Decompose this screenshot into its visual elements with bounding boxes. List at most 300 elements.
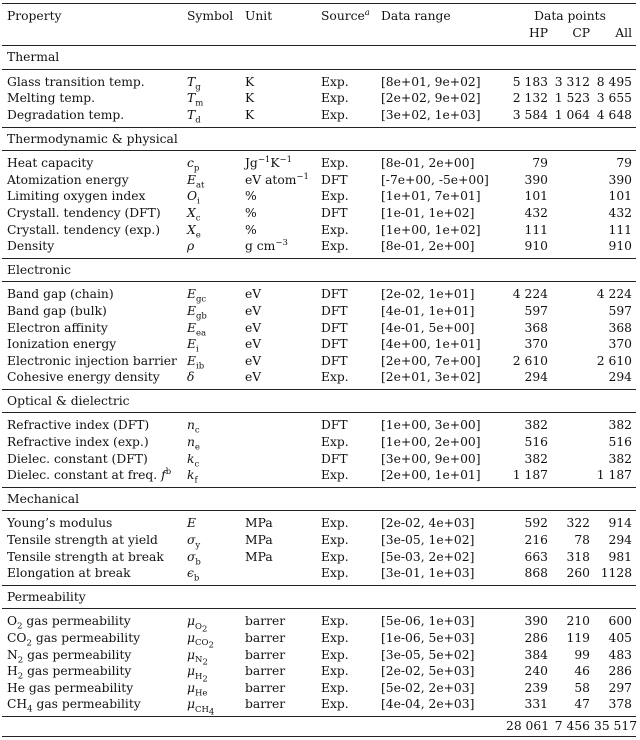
symbol-subscript-text: c [194,459,200,470]
table-row [2,336,636,353]
totals-empty-cell [379,716,504,736]
cell-unit [243,511,319,532]
cell-unit [243,565,319,585]
cell-source: Exp. [321,697,349,712]
unit-text: K [245,74,255,89]
property-name: Young’s modulus [7,516,113,531]
symbol-subscript-text: ib [195,361,205,372]
section-header-row [2,389,636,413]
cell-all: 914 [608,516,633,531]
cell-unit [243,282,319,303]
symbol-subscript [194,476,197,486]
cell-cp [550,320,592,337]
cell-source: Exp. [321,680,349,695]
property-subscript: 2 [17,655,24,666]
cell-property [2,549,185,566]
cell-symbol [185,680,243,697]
cell-cp: 58 [574,680,590,695]
cell-symbol [185,549,243,566]
table-row [2,532,636,549]
table-row [2,107,636,127]
property-suffix: gas permeability [31,631,141,645]
unit-exponent: −3 [275,238,288,249]
cell-hp: 331 [524,697,548,712]
cell-data-range: [2e+00, 1e+01] [381,468,481,483]
cell-data-range: [1e+00, 3e+00] [381,418,481,433]
cell-source: Exp. [321,468,349,483]
cell-unit [243,222,319,239]
cell-cp [550,336,592,353]
property-subscript: 2 [17,621,23,632]
cell-cp [550,151,592,172]
cell-unit [243,413,319,434]
property-name: Refractive index (exp.) [7,435,149,450]
cell-all: 370 [608,337,633,352]
symbol-subscript-text: H [195,671,203,682]
table-row [2,222,636,239]
symbol-letter: μ [187,664,195,679]
header-hp: HP [529,25,548,40]
header-source: Source$^a$ [319,4,379,25]
property-suffix: gas permeability [22,614,131,629]
table-row [2,663,636,680]
header-data-points: Data points [504,4,636,25]
unit-text: barrer [245,614,286,629]
unit-text: barrer [245,664,286,679]
cell-symbol [185,434,243,451]
symbol-letter: δ [187,370,195,385]
property-name: Refractive index (DFT) [7,418,150,433]
property-name: N [7,647,18,662]
cell-property [2,353,185,370]
table-row [2,282,636,303]
cell-all: 382 [608,418,633,433]
property-frequency: f [161,468,166,483]
header-row [2,4,636,25]
cell-source: Exp. [321,74,349,89]
cell-property [2,107,185,127]
symbol-subscript-text: N [195,655,203,666]
cell-symbol [185,696,243,716]
cell-cp [550,303,592,320]
cell-data-range: [1e+00, 1e+02] [381,222,481,237]
property-name: Tensile strength at yield [7,533,158,548]
cell-all: 3 655 [596,91,633,106]
symbol-subscript-text: i [197,196,200,207]
cell-unit [243,353,319,370]
symbol-subscript-text: b [193,573,200,584]
symbol-subscript-text: y [195,540,201,551]
cell-source: Exp. [321,614,349,629]
cell-symbol [185,630,243,652]
cell-data-range: [3e-01, 1e+03] [381,566,475,581]
cell-hp: 597 [524,303,548,318]
property-name: CO [7,631,27,645]
cell-data-range: [3e-05, 1e+02] [381,533,475,548]
unit-text: eV [245,287,262,302]
header-unit: Unit [243,4,319,25]
cell-symbol [185,511,243,532]
property-name: Dielec. constant at freq. [7,468,162,483]
symbol-letter: E [187,287,196,302]
symbol-letter: k [187,451,195,466]
cell-symbol [185,90,243,107]
cell-property [2,532,185,549]
cell-cp: 47 [574,697,590,712]
cell-data-range: [1e+00, 2e+00] [381,435,481,450]
cell-all: 390 [608,172,633,187]
unit-text: g cm [245,239,276,254]
cell-symbol [185,320,243,337]
cell-all: 286 [608,664,633,679]
cell-hp: 286 [524,631,548,645]
symbol-letter: σ [187,533,196,548]
property-name: Band gap (bulk) [7,303,107,318]
cell-hp: 368 [524,320,548,335]
table-row [2,205,636,222]
cell-data-range: [5e-02, 2e+03] [381,680,475,695]
cell-source: Exp. [321,664,349,679]
symbol-subscript-text: e [195,229,201,240]
cell-all: 483 [608,647,633,662]
property-subscript: 2 [26,638,32,649]
symbol-subscript [196,361,204,371]
cell-data-range: [2e+02, 9e+02] [381,91,481,106]
unit-text: K [245,107,255,122]
unit-text: % [245,205,257,220]
table-row [2,511,636,532]
cell-cp [550,238,592,258]
symbol-subsubscript: 2 [202,674,208,685]
symbol-letter: T [187,107,196,122]
cell-cp [550,353,592,370]
cell-unit [243,107,319,127]
cell-cp: 1 064 [554,107,590,122]
cell-source: Exp. [321,222,349,237]
cell-all: 294 [608,370,633,385]
cell-unit [243,369,319,389]
cell-source: Exp. [321,156,349,171]
symbol-subscript-text: i [195,344,199,355]
cell-unit [243,451,319,468]
symbol-letter: μ [187,697,195,712]
cell-cp [550,451,592,468]
cell-source: Exp. [321,107,349,122]
cell-all: 432 [608,205,633,220]
unit-text: % [245,222,257,237]
cell-all: 4 224 [596,287,633,302]
cell-unit [243,680,319,697]
cell-source: DFT [321,205,348,220]
symbol-letter: T [187,74,196,89]
cell-all: 382 [608,451,633,466]
property-name: Dielec. constant (DFT) [7,451,148,466]
cell-property [2,188,185,205]
unit-text: eV [245,303,262,318]
cell-property [2,663,185,680]
cell-all: 516 [608,435,633,450]
table-row [2,238,636,258]
cell-source: Exp. [321,370,349,385]
cell-property [2,205,185,222]
cell-unit [243,609,319,630]
cell-property [2,467,185,487]
cell-all: 4 648 [596,107,633,122]
cell-symbol [185,222,243,239]
cell-property [2,151,185,172]
cell-data-range: [1e-06, 5e+03] [381,631,475,645]
symbol-letter: μ [187,614,195,629]
property-name: Band gap (chain) [7,287,114,302]
symbol-subscript-text: e [194,442,200,453]
cell-hp: 382 [524,451,548,466]
symbol-letter: E [187,172,196,187]
cell-hp: 432 [524,205,548,220]
cell-unit [243,336,319,353]
cell-property [2,222,185,239]
cell-all: 8 495 [596,74,633,89]
cell-data-range: [1e+01, 7e+01] [381,189,481,204]
symbol-subscript-text: g [195,82,201,93]
cell-cp [550,413,592,434]
cell-all: 111 [608,222,633,237]
cell-symbol [185,451,243,468]
cell-hp: 4 224 [512,287,548,302]
unit-text: MPa [245,516,273,531]
cell-all: 79 [616,156,633,171]
header-all: All [615,25,633,40]
property-name: Electronic injection barrier [7,353,177,368]
cell-cp: 46 [574,664,590,679]
cell-unit [243,663,319,680]
cell-data-range: [2e+00, 7e+00] [381,353,481,368]
cell-data-range: [-7e+00, -5e+00] [381,172,489,187]
property-name: Melting temp. [7,91,96,106]
symbol-letter: E [187,320,196,335]
cell-property [2,609,185,630]
cell-all: 600 [608,614,633,629]
cell-unit [243,434,319,451]
property-name: Density [7,239,55,254]
cell-hp: 390 [524,614,548,629]
section-title: Electronic [2,258,636,282]
cell-all: 405 [608,631,633,645]
cell-symbol [185,369,243,389]
totals-empty-cell [185,716,243,736]
cell-source: DFT [321,337,348,352]
totals-row [2,716,636,736]
cell-source: Exp. [321,189,349,204]
cell-all: 368 [608,320,633,335]
cell-unit [243,238,319,258]
property-name: Heat capacity [7,156,94,171]
subheader-row [2,25,636,46]
table-row [2,434,636,451]
table-row [2,630,636,647]
cell-source: Exp. [321,631,349,645]
cell-property [2,565,185,585]
cell-property [2,69,185,90]
property-name: Cohesive energy density [7,370,160,385]
cell-unit [243,90,319,107]
cell-hp: 516 [524,435,548,450]
symbol-subsubscript: 2 [208,641,214,652]
cell-source: Exp. [321,239,349,254]
symbol-letter: μ [187,680,195,695]
table-row [2,565,636,585]
symbol-letter: c [187,156,194,171]
cell-property [2,451,185,468]
cell-data-range: [8e-01, 2e+00] [381,156,475,171]
unit-text-2: K [270,156,280,171]
property-name: He gas permeability [7,680,134,695]
header-data-range: Data range [379,4,504,25]
cell-symbol [185,69,243,93]
cell-all: 378 [608,697,633,712]
table-row [2,467,636,487]
cell-hp: 370 [524,337,548,352]
cell-data-range: [1e-01, 1e+02] [381,205,475,220]
cell-hp: 240 [524,664,548,679]
table-row [2,549,636,566]
property-name: Elongation at break [7,566,131,581]
totals-empty-cell [2,716,185,736]
symbol-letter: n [187,418,195,433]
cell-data-range: [8e-01, 2e+00] [381,239,475,254]
cell-data-range: [5e-03, 2e+02] [381,549,475,564]
section-title: Optical & dielectric [2,389,636,413]
cell-all: 1 187 [596,468,633,483]
cell-hp: 111 [524,222,548,237]
unit-text: MPa [245,533,273,548]
table-row [2,680,636,697]
cell-data-range: [4e-01, 1e+01] [381,303,475,318]
symbol-subsubscript: 4 [208,707,215,718]
cell-property [2,238,185,258]
cell-cp: 210 [566,614,590,629]
cell-symbol [185,413,243,434]
cell-data-range: [8e+01, 9e+02] [381,74,481,89]
unit-text: eV [245,353,262,368]
table-row [2,320,636,337]
symbol-subscript-text: m [195,98,204,109]
section-title: Thermodynamic & physical [2,127,636,151]
cell-source: DFT [321,172,348,187]
cell-cp [550,222,592,239]
table-row [2,369,636,389]
symbol-letter: X [187,205,196,220]
cell-symbol [185,353,243,370]
header-cp: CP [572,25,590,40]
cell-symbol [185,205,243,222]
cell-hp: 239 [524,680,548,695]
cell-symbol [185,188,243,205]
property-subscript: 2 [17,671,24,682]
cell-data-range: [3e-05, 5e+02] [381,647,475,662]
cell-cp: 322 [566,516,590,531]
cell-unit [243,69,319,90]
cell-data-range: [2e-02, 1e+01] [381,287,475,302]
cell-symbol [185,151,243,172]
cell-data-range: [5e-06, 1e+03] [381,614,475,629]
total-all: 35 517 [592,716,636,736]
unit-text: eV atom [245,172,297,187]
table-row [2,69,636,90]
symbol-subscript-text: O [195,621,202,632]
property-name: Degradation temp. [7,107,125,122]
cell-cp: 119 [566,631,590,645]
cell-data-range: [4e-01, 5e+00] [381,320,475,335]
section-title: Thermal [2,46,636,70]
symbol-letter: X [187,222,196,237]
section-header-row [2,487,636,511]
symbol-subscript-text: at [195,180,205,191]
table-row [2,647,636,664]
property-footnote: b [165,467,172,478]
cell-property [2,336,185,353]
cell-source: Exp. [321,91,349,106]
cell-hp: 2 610 [512,353,548,368]
cell-symbol [185,172,243,189]
symbol-letter: ρ [187,239,195,254]
property-name: Glass transition temp. [7,74,145,89]
total-hp: 28 061 [504,716,550,736]
symbol-letter: E [187,337,196,352]
property-suffix: gas permeability [23,647,132,662]
cell-hp: 868 [524,566,548,581]
cell-unit [243,188,319,205]
cell-source: DFT [321,353,348,368]
cell-all: 2 610 [596,353,633,368]
property-suffix: gas permeability [23,664,132,679]
cell-source: Exp. [321,533,349,548]
section-title: Permeability [2,585,636,609]
property-name: Electron affinity [7,320,108,335]
property-suffix: gas permeability [32,697,141,712]
cell-data-range: [4e+00, 1e+01] [381,337,481,352]
cell-cp [550,282,592,303]
cell-property [2,282,185,303]
symbol-letter: E [187,303,196,318]
symbol-subscript-text: b [195,557,201,568]
property-name: O [7,614,18,629]
cell-cp: 78 [574,533,590,548]
property-name: Limiting oxygen index [7,189,146,204]
table-row [2,188,636,205]
cell-hp: 101 [524,189,548,204]
cell-all: 101 [608,189,633,204]
cell-source: DFT [321,418,348,433]
symbol-letter: O [187,189,198,204]
symbol-letter: ϵ [187,566,194,581]
table-row [2,90,636,107]
symbol-subscript-text: CH [195,704,209,715]
cell-source: Exp. [321,566,349,581]
section-title: Mechanical [2,487,636,511]
cell-hp: 663 [524,549,548,564]
cell-all: 597 [608,303,633,318]
cell-unit [243,205,319,222]
unit-exponent: −1 [296,171,309,182]
unit-text: eV [245,370,262,385]
table-row [2,451,636,468]
cell-all: 1128 [600,566,633,581]
totals-empty-cell [243,716,319,736]
table-row [2,353,636,370]
cell-all: 981 [608,549,633,564]
cell-symbol [185,238,243,258]
cell-hp: 3 584 [512,107,548,122]
